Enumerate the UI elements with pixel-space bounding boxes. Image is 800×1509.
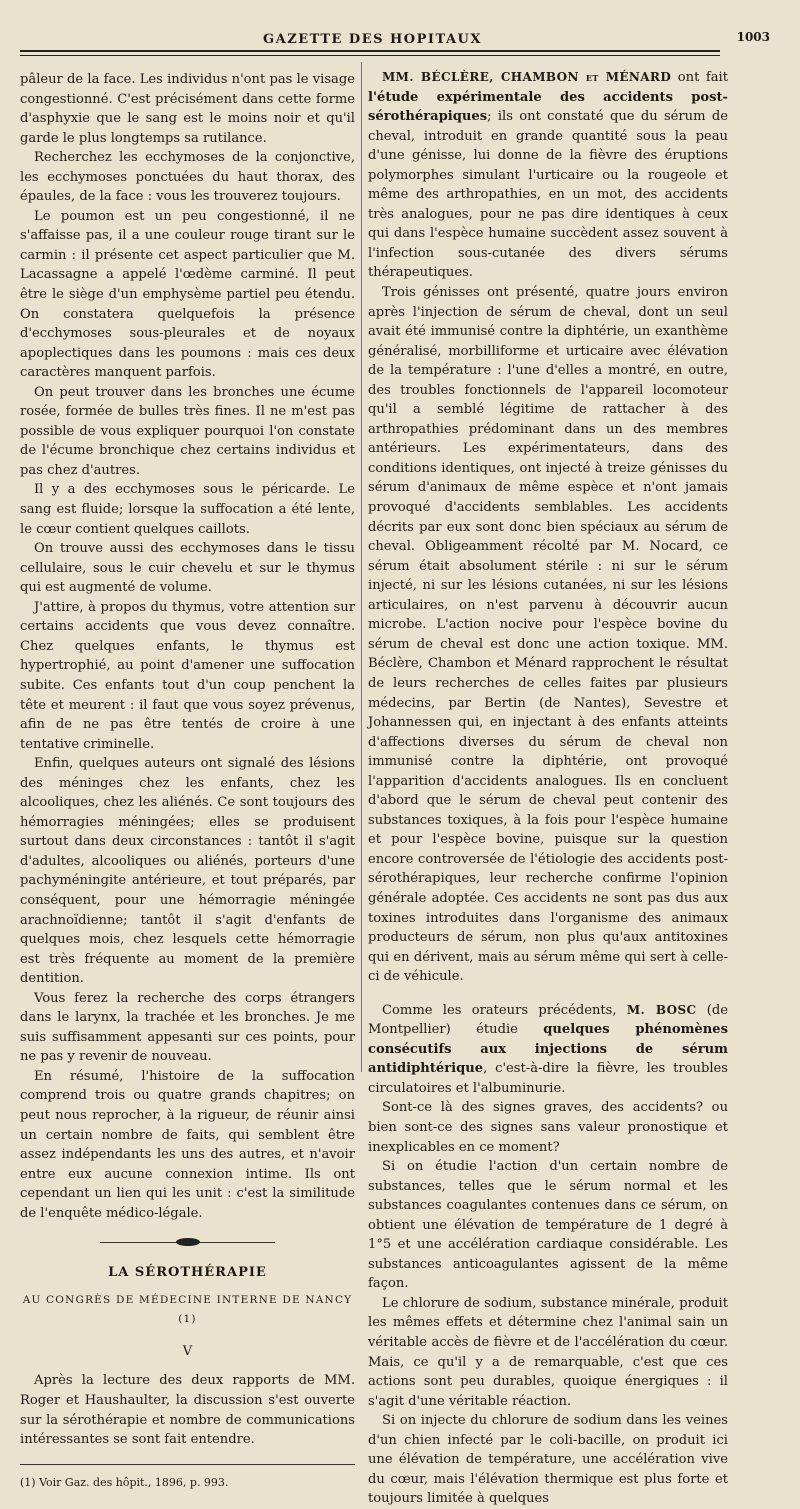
paragraph-gap xyxy=(368,987,728,1001)
author-name: M. BOSC xyxy=(626,1002,697,1017)
author-names: MM. BÉCLÈRE, CHAMBON et MÉNARD xyxy=(382,70,672,84)
inline-text: , c'est-à-dire la fièvre, les troubles circulatoires et l'albuminurie. xyxy=(368,1061,728,1096)
paragraph: pâleur de la face. Les individus n'ont pas le visage congestionné. C'est précisément dans cette forme d'asphyxie que le sang est le moins noir et qu'il garde le plus longtemps sa rutilance. xyxy=(20,72,355,146)
section-title: LA SÉROTHÉRAPIE xyxy=(108,1265,267,1281)
section-number: V xyxy=(182,1343,193,1359)
paragraph: Si on injecte du chlorure de sodium dans les veines d'un chien infecté par le coli-bacille, on produit ici une élévation de température, une accélération vive du cœur, mais l'élévation thermique est plus forte et toujours limitée à quelques xyxy=(368,1413,728,1507)
paragraph: J'attire, à propos du thymus, votre attention sur certains accidents que vous devez connaître. Chez quelques enfants, le thymus est hypertrophié, au point d'amener une suffocation subite. Ces enfants tout d'un coup penchent la tête et meurent : il faut que vous soyez prévenus, afin de ne pas être tentés de croire à une tentative criminelle. xyxy=(20,599,355,752)
bold-topic: l'étude expérimentale des accidents post-sérothérapiques xyxy=(368,89,728,125)
column-divider xyxy=(361,62,362,1072)
inline-text: ont fait xyxy=(671,70,728,85)
page-header xyxy=(20,28,725,47)
paragraph: Après la lecture des deux rapports de MM. Roger et Haushaulter, la discussion s'est ouverte sur la sérothérapie et nombre de communications intéressantes se sont fait entendre. xyxy=(20,1373,355,1448)
footnote-rule xyxy=(20,1464,355,1465)
journal-title: GAZETTE DES HOPITAUX xyxy=(263,32,482,47)
paragraph: Le poumon est un peu congestionné, il ne s'affaisse pas, il a une couleur rouge tirant sur le carmin : il présente cet aspect particulier que M. Lacassagne a appelé l'œdème carminé. Il peut être le siège d'un emphysème partiel peu étendu. On constatera quelquefois la présence d'ecchymoses sous-pleurales et de noyaux apoplectiques dans les poumons : mais ces deux caractères manquent parfois. xyxy=(20,208,355,381)
paragraph: Sont-ce là des signes graves, des accidents? ou bien sont-ce des signes sans valeur pronostique et inexplicables en ce moment? xyxy=(368,1100,728,1155)
inline-text: (de Montpellier) étudie xyxy=(368,1002,728,1038)
paragraph: Recherchez les ecchymoses de la conjonctive, les ecchymoses ponctuées du haut thorax, des épaules, de la face : vous les trouverez toujours. xyxy=(20,150,355,205)
left-column xyxy=(20,70,355,1492)
page-number: 1003 xyxy=(736,30,770,44)
section-ornament xyxy=(20,1235,355,1249)
paragraph: En résumé, l'histoire de la suffocation comprend trois ou quatre grands chapitres; on peut nous reprocher, à la rigueur, de réunir ainsi un certain nombre de faits, qui semblent être assez indépendants les uns des autres, et n'avoir entre eux aucune connexion intime. Ils ont cependant un lien qui les unit : c'est la similitude de l'enquête médico-légale. xyxy=(20,1068,355,1221)
inline-text: Comme les orateurs précédents, xyxy=(382,1002,627,1018)
paragraph xyxy=(368,68,728,283)
bold-topic: quelques phénomènes consécutifs aux injections de sérum antidiphtérique xyxy=(368,1022,728,1077)
right-column xyxy=(368,68,728,1509)
paragraph: On peut trouver dans les bronches une écume rosée, formée de bulles très fines. Il ne m'est pas possible de vous expliquer pourquoi l'on constate de l'écume bronchique chez certains individus et pas chez d'autres. xyxy=(20,384,355,478)
ornament-dot xyxy=(176,1238,200,1246)
paragraph: Enfin, quelques auteurs ont signalé des lésions des méninges chez les enfants, chez les alcooliques, chez les aliénés. Ce sont toujours des hémorragies méningées; elles se produisent surtout dans deux circonstances : tantôt il s'agit d'adultes, alcooliques ou aliénés, porteurs d'une pachyméningite antérieure, et tout préparés, par conséquent, pour une hémorragie méningée arachnoïdienne; tantôt il s'agit d'enfants de quelques mois, chez lesquels cette hémorragie est très fréquente au moment de la première dentition. xyxy=(20,756,355,987)
paragraph: Vous ferez la recherche des corps étrangers dans le larynx, la trachée et les bronches. Je me suis suffisamment appesanti sur ces points, pour ne pas y revenir de nouveau. xyxy=(20,990,355,1065)
paragraph: Si on étudie l'action d'un certain nombre de substances, telles que le sérum normal et les substances coagulantes contenues dans ce sérum, on obtient une élévation de température de 1 degré à 1°5 et une accélération cardiaque considérable. Les substances anticoagulantes agissent de la même façon. xyxy=(368,1159,728,1292)
paragraph: Il y a des ecchymoses sous le péricarde. Le sang est fluide; lorsque la suffocation a été lente, le cœur contient quelques caillots. xyxy=(20,482,355,537)
footnote: (1) Voir Gaz. des hôpit., 1896, p. 993. xyxy=(20,1475,229,1489)
header-rule xyxy=(20,50,720,56)
inline-text: ; ils ont constaté que du sérum de cheval, introduit en grande quantité sous la peau d'une génisse, lui donne de la fièvre des éruptions polymorphes simulant l'urticaire ou la rougeole et même des arthropathies, en un mot, des accidents très analogues, pour ne pas dire identiques à ceux qui dans l'espèce humaine succèdent assez souvent à l'infection sous-cutanée des divers sérums thérapeutiques. xyxy=(368,109,728,281)
section-subtitle: AU CONGRÈS DE MÉDECINE INTERNE DE NANCY (1) xyxy=(22,1293,353,1326)
paragraph: Le chlorure de sodium, substance minérale, produit les mêmes effets et détermine chez l'animal sain un véritable accès de fièvre et de l'accélération du cœur. Mais, ce qu'il y a de remarquable, c'est que ces actions sont peu durables, quoique énergiques : il s'agit d'une véritable réaction. xyxy=(368,1295,728,1409)
paragraph xyxy=(368,1001,728,1099)
paragraph: Trois génisses ont présenté, quatre jours environ après l'injection de sérum de cheval, dont un seul avait été immunisé contre la diphtérie, un exanthème généralisé, morbilliforme et urticaire avec élévation de la température : l'une d'elles a montré, en outre, des troubles fonctionnels de l'appareil locomoteur qu'il a semblé légitime de rattacher à des arthropathies prédominant dans un des membres antérieurs. Les expérimentateurs, dans des conditions identiques, ont injecté à treize génisses du sérum d'animaux de même espèce et n'ont jamais provoqué d'accidents semblables. Les accidents décrits par eux sont donc bien spéciaux au sérum de cheval. Obligeamment récolté par M. Nocard, ce sérum était absolument stérile : ni sur le sérum injecté, ni sur les lésions cutanées, ni sur les lésions articulaires, on n'est parvenu à découvrir aucun microbe. L'action nocive pour l'espèce bovine du sérum de cheval est donc une action toxique. MM. Béclère, Chambon et Ménard rapprochent le résultat de leurs recherches de celles faites par plusieurs médecins, par Bertin (de Nantes), Sevestre et Johannessen qui, en injectant à des enfants atteints d'affections diverses du sérum de cheval non immunisé contre la diphtérie, ont provoqué l'apparition d'accidents analogues. Ils en concluent d'abord que le sérum de cheval peut contenir des substances toxiques, à la fois pour l'espèce humaine et pour l'espèce bovine, puisque sur la question encore controversée de l'étiologie des accidents post-sérothérapiques, leur recherche confirme l'opinion générale adoptée. Ces accidents ne sont pas dus aux toxines introduites dans l'organisme des animaux producteurs de sérum, non plus qu'aux antitoxines qui en dérivent, mais au sérum même qui sert à celle-ci de véhicule. xyxy=(368,285,728,985)
paragraph: On trouve aussi des ecchymoses dans le tissu cellulaire, sous le cuir chevelu et sur le thymus qui est augmenté de volume. xyxy=(20,541,355,596)
